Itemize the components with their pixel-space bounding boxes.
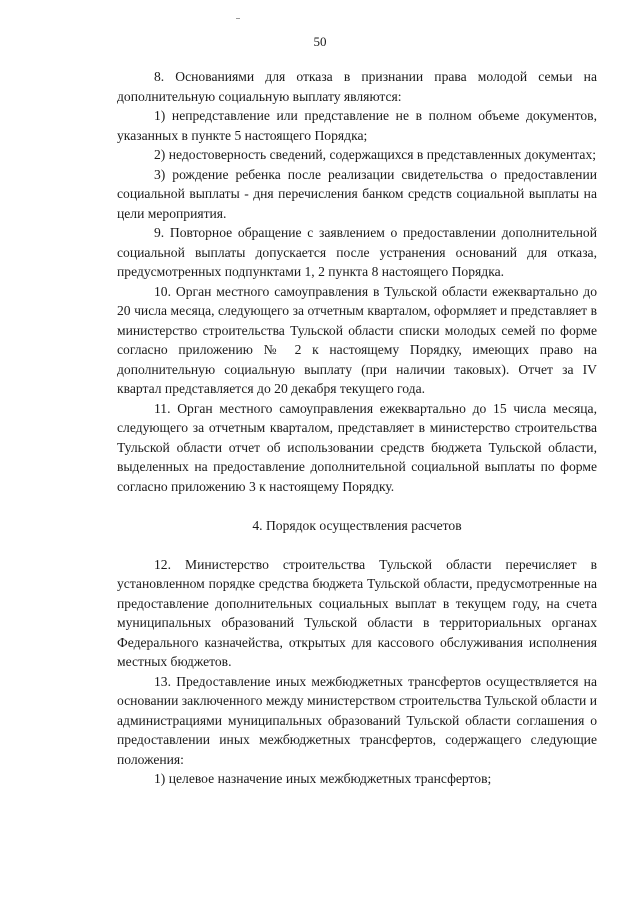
paragraph-8-item-2: 2) недостоверность сведений, содержащихся в представленных документах; bbox=[154, 147, 597, 162]
page-number: 50 bbox=[313, 34, 327, 49]
paragraph-9: 9. Повторное обращение с заявлением о предоставлении дополнительной социальной выплаты допускается после устранения оснований для отказа, предусмотренных подпунктами 1, 2 пункта 8 настоящего Порядка. bbox=[117, 225, 597, 279]
section-heading: 4. Порядок осуществления расчетов bbox=[252, 518, 462, 533]
document-body bbox=[117, 67, 597, 789]
paragraph-8-item-1: 1) непредставление или представление не в полном объеме документов, указанных в пункте 5 настоящего Порядка; bbox=[117, 108, 597, 143]
paragraph-8-item-3: 3) рождение ребенка после реализации свидетельства о предоставлении социальной выплаты - дня перечисления банком средств социальной выплаты на цели мероприятия. bbox=[117, 166, 597, 221]
scan-mark bbox=[236, 18, 240, 19]
paragraph-13: 13. Предоставление иных межбюджетных трансфертов осуществляется на основании заключенного между министерством строительства Тульской области и администрациями муниципальных образований Тульской области соглашения о предоставлении иных межбюджетных трансфертов, содержащего следующие положения: bbox=[117, 673, 597, 767]
paragraph-10: 10. Орган местного самоуправления в Тульской области ежеквартально до 20 числа месяца, следующего за отчетным кварталом, оформляет и представляет в министерство строительства Тульской области списки молодых семей по форме согласно приложению № 2 к настоящему Порядку, имеющих право на дополнительную социальную выплату (при наличии таковых). Отчет за IV квартал представляется до 20 декабря текущего года. bbox=[117, 283, 597, 396]
paragraph-11: 11. Орган местного самоуправления ежеквартально до 15 числа месяца, следующего за отчетным кварталом, представляет в министерство строительства Тульской области отчет об использовании средств бюджета Тульской области, выделенных на предоставление дополнительной социальной выплаты по форме согласно приложению 3 к настоящему Порядку. bbox=[117, 400, 597, 494]
paragraph-8: 8. Основаниями для отказа в признании права молодой семьи на дополнительную социальную выплату являются: bbox=[117, 69, 597, 104]
paragraph-13-item-1: 1) целевое назначение иных межбюджетных трансфертов; bbox=[154, 771, 492, 786]
paragraph-12: 12. Министерство строительства Тульской области перечисляет в установленном порядке средства бюджета Тульской области, предусмотренные на предоставление дополнительных социальных выплат в текущем году, на счета муниципальных образований Тульской области в территориальных органах Федерального казначейства, открытых для кассового обслуживания исполнения местных бюджетов. bbox=[117, 556, 597, 669]
